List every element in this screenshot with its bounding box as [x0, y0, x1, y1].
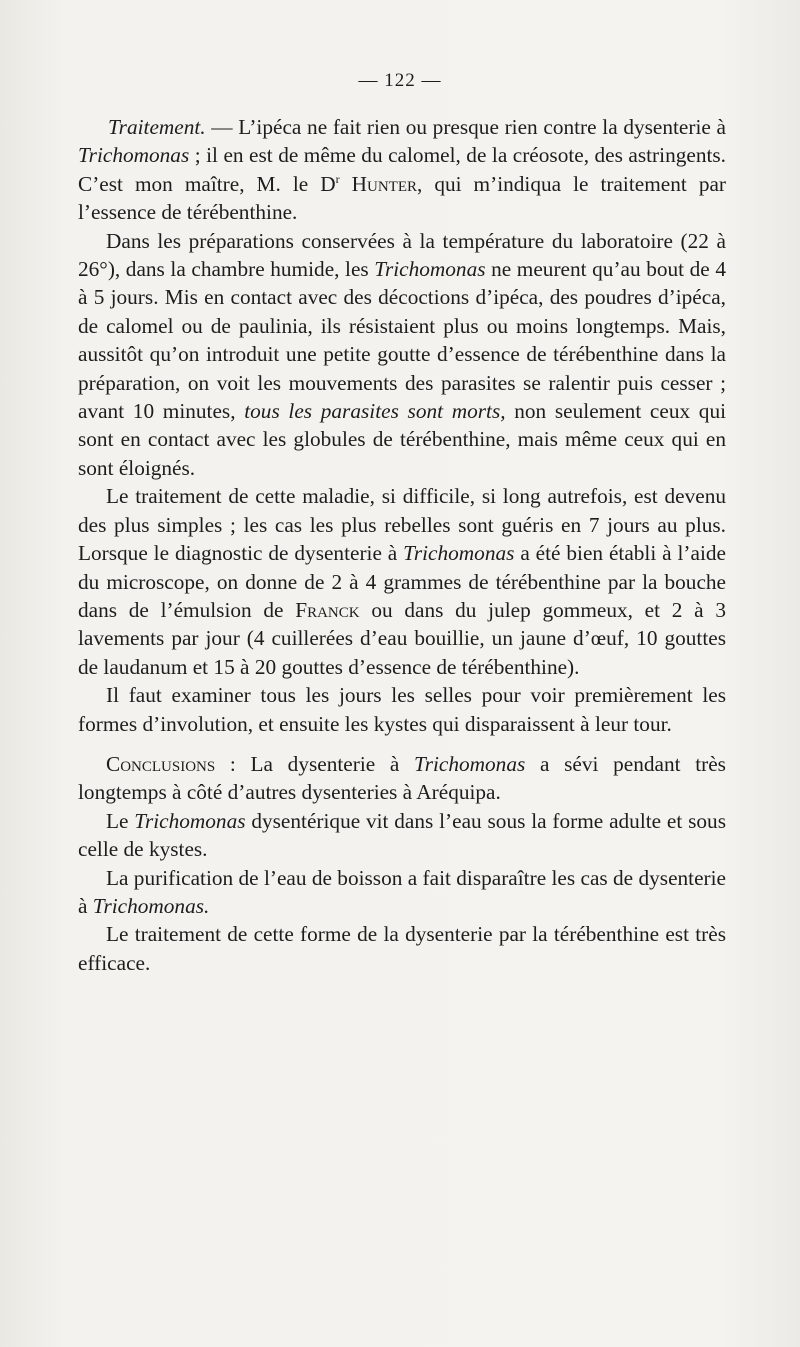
paragraph-conclusion-purification: La purification de l’eau de boisson a fait disparaître les cas de dysenterie à Trichomonas.	[78, 865, 726, 918]
paragraph-conclusions: Conclusions : La dysenterie à Trichomonas a sévi pendant très longtemps à côté d’autres dysenteries à Aréquipa.	[78, 751, 726, 805]
conclusions-heading: Conclusions	[106, 751, 216, 776]
page-number: — 122 —	[358, 70, 442, 91]
paragraph-experiments: Dans les préparations conservées à la température du laboratoire (22 à 26°), dans la chambre humide, les Trichomonas ne meurent qu’au bout de 4 à 5 jours. Mis en contact avec des décoctions d’ipéca, des poudres d’ipéca, de calomel ou de paulinia, ils résistaient plus ou moins longtemps. Mais, aussitôt qu’on introduit une petite goutte d’essence de térébenthine dans la préparation, on voit les mouvements des parasites se ralentir puis cesser ; avant 10 minutes, tous les parasites sont morts, non seulement ceux qui sont en contact avec les globules de térébenthine, mais même ceux qui en sont éloignés.	[78, 228, 727, 480]
paragraph-conclusion-water: Le Trichomonas dysentérique vit dans l’eau sous la forme adulte et sous celle de kystes.	[78, 808, 726, 862]
body-text	[78, 113, 726, 977]
paragraph-treatment-intro: Traitement. — L’ipéca ne fait rien ou presque rien contre la dysenterie à Trichomonas ; il en est de même du calomel, de la créosote, des astringents. C’est mon maître, M. le $D^r$ Hunter, qui m’indiqua le traitement par l’essence de térébenthine.	[78, 115, 727, 225]
paragraph-examination: Il faut examiner tous les jours les selles pour voir premièrement les formes d’involution, et ensuite les kystes qui disparaissent à leur tour.	[78, 683, 726, 736]
paragraph-conclusion-efficacy: Le traitement de cette forme de la dysenterie par la térébenthine est très efficace.	[78, 922, 726, 975]
section-lead: Traitement.	[108, 115, 206, 139]
author-name: Hunter	[351, 171, 417, 196]
paragraph-treatment-method: Le traitement de cette maladie, si difficile, si long autrefois, est devenu des plus simples ; les cas les plus rebelles sont guéris en 7 jours au plus. Lorsque le diagnostic de dysenterie à Trichomonas a été bien établi à l’aide du microscope, on donne de 2 à 4 grammes de térébenthine par la bouche dans de l’émulsion de Franck ou dans du julep gommeux, et 2 à 3 lavements par jour (4 cuillerées d’eau bouillie, un jaune d’œuf, 10 gouttes de laudanum et 15 à 20 gouttes d’essence de térébenthine).	[78, 484, 726, 679]
